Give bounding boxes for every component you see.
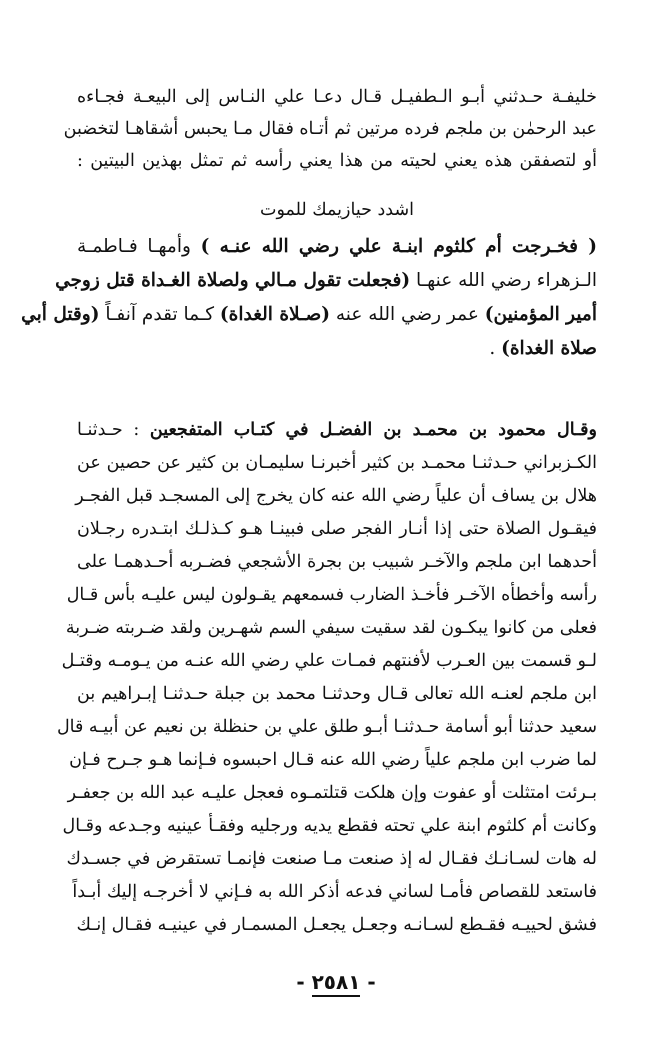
plain-text: كـما تقدم آنفـاً	[99, 304, 220, 325]
text-line: لـو قسمت بين العـرب لأفنتهم فمـات علي رضي الله عنـه من يـومـه وقتـل	[61, 651, 597, 671]
text-line: خليفـة حـدثني أبـو الـطفيـل قـال دعـا علي النـاس إلى البيعـة فجـاءه	[77, 87, 597, 107]
text-line: أو لتصفقن هذه يعني لحيته من هذا يعني رأسه ثم تمثل بهذين البيتين :	[77, 151, 597, 171]
plain-text: وأمهـا فـاطمـة	[77, 236, 201, 257]
plain-text: : حـدثنـا	[77, 420, 150, 440]
text-line	[77, 415, 597, 445]
text-line: فيقـول الصلاة حتى إذا أنـار الفجر صلى فبينـا هـو كـذلـك ابتـدره رجـلان	[77, 519, 597, 539]
plain-text: .	[489, 338, 502, 359]
text-line: وكانت أم كلثوم ابنة علي تحته فقطع يديه ورجليه وفقـأ عينيه وجـدعه وقـال	[62, 816, 597, 836]
text-line: أحدهما ابن ملجم والآخـر شبيب بن بجرة الأشجعي فضـربه أحـدهمـا على	[77, 552, 597, 572]
bold-quote: أمير المؤمنين)	[484, 304, 597, 325]
plain-text: عمر رضي الله عنه	[329, 304, 485, 325]
page-number-underline	[312, 995, 360, 997]
bold-quote: (فجعلت تقول مـالي ولصلاة الغـداة قتل زوجي	[55, 270, 411, 291]
text-line: بـرئت امتثلت أو عفوت وإن هلكت قتلتمـوه فعجل عليـه عبد الله بن جعفـر	[67, 783, 597, 803]
text-line: عبد الرحمٰن بن ملجم فرده مرتين ثم أتـاه فقال مـا يحبس أشقاهـا لتخضبن	[63, 119, 597, 139]
bold-quote: (صـلاة الغداة)	[219, 304, 330, 325]
bold-quote: (وقتل أبي	[21, 304, 100, 325]
page-number: - ٢٥٨١ -	[296, 970, 376, 994]
verse-line: اشدد حيازيمك للموت	[259, 200, 414, 220]
text-line: هلال بن يساف أن علياً رضي الله عنه كان يخرج إلى المسجـد قبل الفجـر	[75, 486, 597, 506]
text-line: لما ضرب ابن ملجم علياً رضي الله عنه قـال احبسوه فـإنما هـو جـرح فـإن	[69, 750, 597, 770]
text-line	[21, 300, 597, 330]
text-line: سعيد حدثنا أبو أسامة حـدثنـا أبـو طلق علي بن حنظلة بن نعيم عن أبيـه قال	[56, 717, 597, 737]
bold-heading: وقـال محمود بن محمـد بن الفضـل في كتـاب المتفجعين	[149, 420, 597, 440]
text-line: فاستعد للقصاص فأمـا لساني فدعه أذكر الله به فـإني لا أخرجـه إليك أبـداً	[72, 882, 597, 902]
text-line	[77, 232, 597, 262]
text-line: رأسه وأخطأه الآخـر فأخـذ الضارب فسمعهم يقـولون ليس عليـه بأس قـال	[66, 585, 597, 605]
text-line: ابن ملجم لعنـه الله تعالى قـال وحدثنـا محمد بن جبلة حـدثنـا إبـراهيم بن	[77, 684, 597, 704]
text-line: الكـزبراني حـدثنـا محمـد بن كثير أخبرنـا سليمـان بن كثير عن حصين عن	[77, 453, 597, 473]
text-line: فعلى من كانوا يبكـون لقد سقيت سيفي السم شهـرين ولقد ضـربته ضـربة	[65, 618, 597, 638]
text-line: فشق لحييـه فقـطع لسـانـه وجعـل يجعـل المسمـار في عينيـه فقـال إنـك	[76, 915, 597, 935]
text-line	[55, 266, 597, 296]
bold-quote: ( فخـرجت أم كلثوم ابنـة علي رضي الله عنـه )	[200, 236, 597, 257]
plain-text: الـزهراء رضي الله عنهـا	[410, 270, 597, 291]
bold-quote: صلاة الغداة)	[501, 338, 597, 359]
text-line	[77, 334, 597, 364]
text-line: له هات لسـانـك فقـال له إذ صنعت مـا صنعت فإنمـا تستقرض في جسـدك	[66, 849, 597, 869]
